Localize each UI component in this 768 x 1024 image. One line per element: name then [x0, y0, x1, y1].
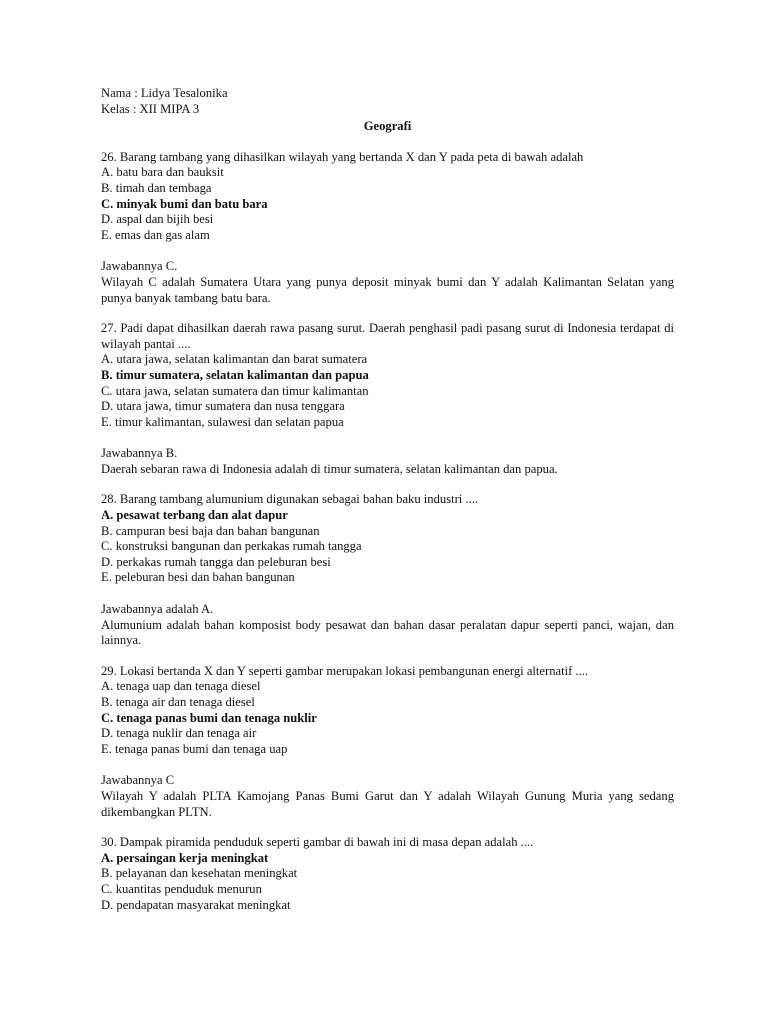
- answer-option: E. peleburan besi dan bahan bangunan: [101, 570, 295, 585]
- answer-option: C. konstruksi bangunan dan perkakas rumah tangga: [101, 539, 362, 554]
- answer-option: B. campuran besi baja dan bahan bangunan: [101, 523, 320, 538]
- question-block: [101, 835, 674, 913]
- question-block: [101, 150, 674, 244]
- question-text: 30. Dampak piramida penduduk seperti gambar di bawah ini di masa depan adalah ....: [101, 835, 534, 850]
- answer-option: B. timah dan tembaga: [101, 180, 212, 195]
- correct-option: A. persaingan kerja meningkat: [101, 850, 269, 865]
- answer-option: D. aspal dan bijih besi: [101, 212, 214, 227]
- question-block: [101, 492, 674, 586]
- answer-option: D. pendapatan masyarakat meningkat: [101, 897, 291, 912]
- document-title: Geografi: [363, 119, 412, 134]
- answer-option: B. pelayanan dan kesehatan meningkat: [101, 866, 298, 881]
- question-text: 28. Barang tambang alumunium digunakan sebagai bahan baku industri ....: [101, 492, 479, 507]
- answer-explanation: Wilayah Y adalah PLTA Kamojang Panas Bumi Garut dan Y adalah Wilayah Gunung Muria yang sedang dikembangkan PLTN.: [101, 788, 674, 819]
- correct-option: C. tenaga panas bumi dan tenaga nuklir: [101, 710, 317, 725]
- answer-explanation: Wilayah C adalah Sumatera Utara yang punya deposit minyak bumi dan Y adalah Kalimantan Selatan yang punya banyak tambang batu bara.: [101, 274, 674, 305]
- answer-label: Jawabannya C: [101, 773, 175, 788]
- answer-option: D. perkakas rumah tangga dan peleburan besi: [101, 554, 331, 569]
- answer-option: E. tenaga panas bumi dan tenaga uap: [101, 741, 288, 756]
- correct-option: B. timur sumatera, selatan kalimantan dan papua: [101, 367, 369, 382]
- answer-block: [101, 446, 674, 477]
- answer-option: D. utara jawa, timur sumatera dan nusa tenggara: [101, 399, 345, 414]
- answer-option: C. kuantitas penduduk menurun: [101, 881, 262, 896]
- answer-explanation: Alumunium adalah bahan komposist body pesawat dan bahan dasar peralatan dapur seperti panci, wajan, dan lainnya.: [101, 617, 674, 648]
- correct-option: A. pesawat terbang dan alat dapur: [101, 508, 288, 523]
- answer-option: E. emas dan gas alam: [101, 227, 210, 242]
- answer-option: A. tenaga uap dan tenaga diesel: [101, 679, 261, 694]
- question-text: 27. Padi dapat dihasilkan daerah rawa pasang surut. Daerah penghasil padi pasang surut di Indonesia terdapat di wilayah pantai ....: [101, 321, 674, 351]
- student-class: Kelas : XII MIPA 3: [101, 101, 200, 116]
- answer-option: A. batu bara dan bauksit: [101, 165, 224, 180]
- question-list: [101, 150, 674, 913]
- question-text: 29. Lokasi bertanda X dan Y seperti gambar merupakan lokasi pembangunan energi alternatif ....: [101, 663, 589, 678]
- answer-block: [101, 602, 674, 649]
- answer-option: D. tenaga nuklir dan tenaga air: [101, 726, 257, 741]
- answer-option: B. tenaga air dan tenaga diesel: [101, 695, 255, 709]
- answer-option: C. utara jawa, selatan sumatera dan timur kalimantan: [101, 383, 369, 398]
- answer-block: [101, 259, 674, 306]
- answer-option: E. timur kalimantan, sulawesi dan selatan papua: [101, 414, 344, 429]
- question-block: [101, 321, 674, 430]
- answer-block: [101, 773, 674, 820]
- answer-label: Jawabannya B.: [101, 446, 178, 461]
- answer-label: Jawabannya C.: [101, 259, 178, 274]
- answer-explanation: Daerah sebaran rawa di Indonesia adalah di timur sumatera, selatan kalimantan dan papua.: [101, 461, 558, 476]
- question-block: [101, 664, 674, 758]
- question-text: 26. Barang tambang yang dihasilkan wilayah yang bertanda X dan Y pada peta di bawah adalah: [101, 149, 584, 164]
- document-page: [101, 86, 674, 929]
- student-name: Nama : Lidya Tesalonika: [101, 86, 228, 100]
- answer-label: Jawabannya adalah A.: [101, 602, 214, 617]
- correct-option: C. minyak bumi dan batu bara: [101, 196, 268, 211]
- answer-option: A. utara jawa, selatan kalimantan dan barat sumatera: [101, 352, 368, 367]
